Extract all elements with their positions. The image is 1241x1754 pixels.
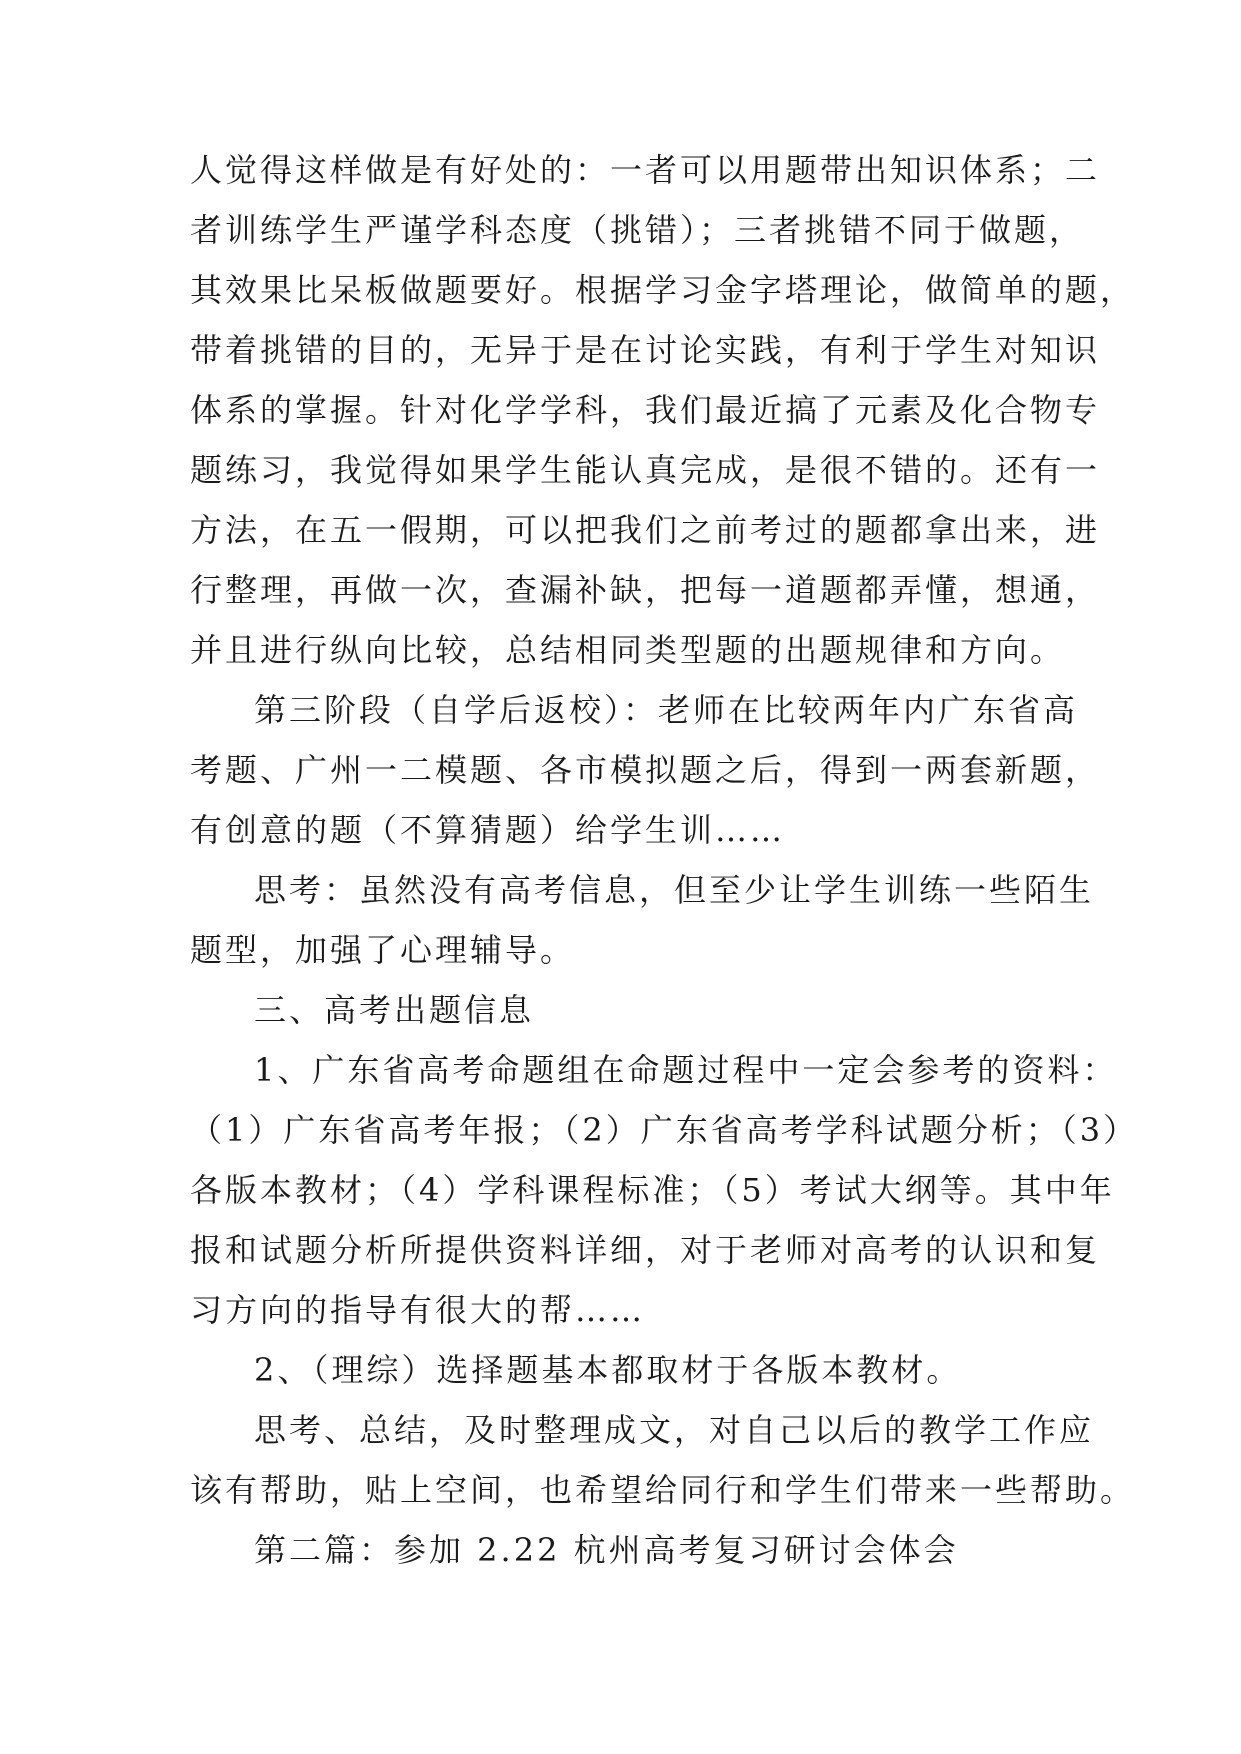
paragraph-line: 各版本教材；（4）学科课程标准；（5）考试大纲等。其中年 xyxy=(190,1171,1115,1209)
paragraph-line: 思考、总结，及时整理成文，对自己以后的教学工作应 xyxy=(254,1411,1095,1449)
paragraph-line: 1、广东省高考命题组在命题过程中一定会参考的资料： xyxy=(254,1051,1118,1089)
paragraph-line: 方法，在五一假期，可以把我们之前考过的题都拿出来，进 xyxy=(190,511,1101,549)
paragraph-line: 并且进行纵向比较，总结相同类型题的出题规律和方向。 xyxy=(190,631,1066,669)
paragraph-line: 有创意的题（不算猜题）给学生训…… xyxy=(190,811,786,849)
section-heading: 第二篇：参加 2.22 杭州高考复习研讨会体会 xyxy=(254,1531,959,1569)
paragraph-line: 2、（理综）选择题基本都取材于各版本教材。 xyxy=(254,1351,962,1389)
paragraph-line: 行整理，再做一次，查漏补缺，把每一道题都弄懂，想通， xyxy=(190,571,1101,609)
paragraph-line: 者训练学生严谨学科态度（挑错）；三者挑错不同于做题， xyxy=(190,211,1085,249)
paragraph-line: 该有帮助，贴上空间，也希望给同行和学生们带来一些帮助。 xyxy=(190,1471,1136,1509)
paragraph-line: 体系的掌握。针对化学学科，我们最近搞了元素及化合物专 xyxy=(190,391,1101,429)
paragraph-line: 习方向的指导有很大的帮…… xyxy=(190,1291,646,1329)
section-heading: 三、高考出题信息 xyxy=(254,991,535,1029)
paragraph-line: 题练习，我觉得如果学生能认真完成，是很不错的。还有一 xyxy=(190,451,1101,489)
paragraph-line: 带着挑错的目的，无异于是在讨论实践，有利于学生对知识 xyxy=(190,331,1101,369)
paragraph-line: 人觉得这样做是有好处的：一者可以用题带出知识体系；二 xyxy=(190,151,1101,189)
paragraph-line: 思考：虽然没有高考信息，但至少让学生训练一些陌生 xyxy=(254,871,1095,909)
paragraph-line: 题型，加强了心理辅导。 xyxy=(190,931,576,969)
paragraph-line: （1）广东省高考年报；（2）广东省高考学科试题分析；（3） xyxy=(190,1111,1139,1149)
paragraph-line: 考题、广州一二模题、各市模拟题之后，得到一两套新题， xyxy=(190,751,1101,789)
paragraph-line: 报和试题分析所提供资料详细，对于老师对高考的认识和复 xyxy=(190,1231,1101,1269)
paragraph-line: 其效果比呆板做题要好。根据学习金字塔理论，做简单的题， xyxy=(190,271,1136,309)
paragraph-line: 第三阶段（自学后返校）：老师在比较两年内广东省高 xyxy=(254,691,1079,729)
